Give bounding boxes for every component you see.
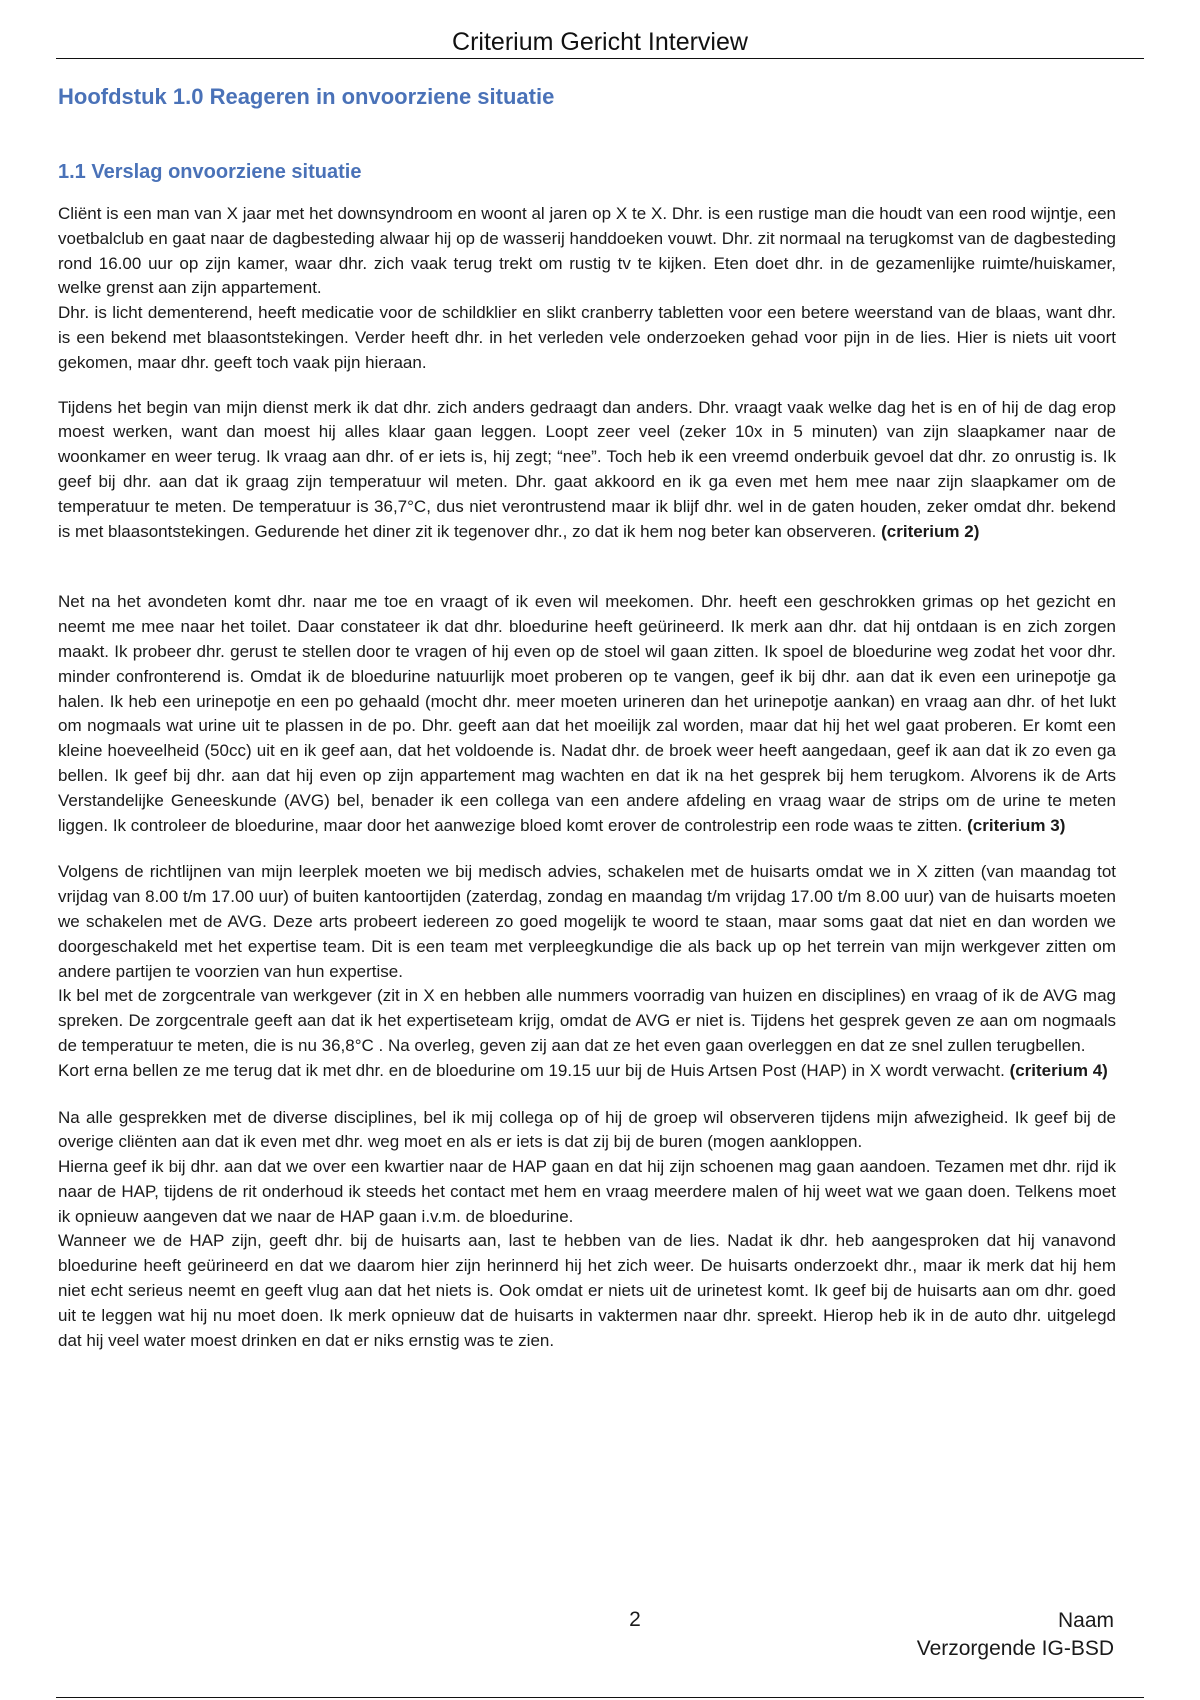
paragraph: Hierna geef ik bij dhr. aan dat we over een kwartier naar de HAP gaan en dat hij zijn schoenen mag gaan aandoen. Tezamen met dhr. rijd ik naar de HAP, tijdens de rit onderhoud ik steeds het contact met hem en vraag meerdere malen of hij weet wat we gaan doen. Telkens moet ik opnieuw aangeven dat we naar de HAP gaan i.v.m. de bloedurine. [58,1157,1116,1226]
paragraph: Dhr. is licht dementerend, heeft medicatie voor de schildklier en slikt cranberry tabletten voor een betere weerstand van de blaas, want dhr. is een bekend met blaasontstekingen. Verder heeft dhr. in het verleden vele onderzoeken gehad voor pijn in de lies. Hier is niets uit voort gekomen, maar dhr. geeft toch vaak pijn hieraan. [58,303,1116,372]
paragraph: Ik bel met de zorgcentrale van werkgever (zit in X en hebben alle nummers voorradig van huizen en disciplines) en vraag of ik de AVG mag spreken. De zorgcentrale geeft aan dat ik het expertiseteam krijg, omdat de AVG er niet is. Tijdens het gesprek geven ze aan om nogmaals de temperatuur te meten, die is nu 36,8°C . Na overleg, geven zij aan dat ze het even gaan overleggen en dat ze snel zullen terugbellen. [58,986,1116,1055]
footer-divider [56,1697,1144,1698]
document-body [58,82,1116,1353]
paragraph: Cliënt is een man van X jaar met het downsyndroom en woont al jaren op X te X. Dhr. is een rustige man die houdt van een rood wijntje, een voetbalclub en gaat naar de dagbesteding alwaar hij op de wasserij handdoeken vouwt. Dhr. zit normaal na terugkomst van de dagbesteding rond 16.00 uur op zijn kamer, waar dhr. zich vaak terug trekt om rustig tv te kijken. Eten doet dhr. in de gezamenlijke ruimte/huiskamer, welke grenst aan zijn appartement. [58,204,1116,298]
paragraph-text: Kort erna bellen ze me terug dat ik met dhr. en de bloedurine om 19.15 uur bij de Huis Artsen Post (HAP) in X wordt verwacht. [58,1060,1005,1080]
footer-name: Naam [1057,1609,1114,1632]
paragraph-text: Tijdens het begin van mijn dienst merk ik dat dhr. zich anders gedraagt dan anders. Dhr. vraagt vaak welke dag het is en of hij de dag erop moest werken, want dan moest hij alles klaar gaan leggen. Loopt zeer veel (zeker 10x in 5 minuten) van zijn slaapkamer naar de woonkamer en weer terug. Ik vraag aan dhr. of er iets is, hij zegt; “nee”. Toch heb ik een vreemd onderbuik gevoel dat dhr. zo onrustig is. Ik geef bij dhr. aan dat ik graag zijn temperatuur wil meten. Dhr. gaat akkoord en ik ga even met hem mee naar zijn slaapkamer om de temperatuur te meten. De temperatuur is 36,7°C, dus niet verontrustend maar ik blijf dhr. wel in de gaten houden, zeker omdat dhr. bekend is met blaasontstekingen. Gedurende het diner zit ik tegenover dhr., zo dat ik hem nog beter kan observeren. [58,397,1116,541]
chapter-title: Hoofdstuk 1.0 Reageren in onvoorziene situatie [58,84,555,109]
criterium-label: (criterium 3) [967,815,1066,835]
paragraph: Volgens de richtlijnen van mijn leerplek moeten we bij medisch advies, schakelen met de huisarts omdat we in X zitten (van maandag tot vrijdag van 8.00 t/m 17.00 uur) of buiten kantoortijden (zaterdag, zondag en maandag t/m vrijdag 17.00 t/m 8.00 uur) van de huisarts moeten we schakelen met de AVG. Deze arts probeert iedereen zo goed mogelijk te woord te staan, maar soms gaat dat niet en dan worden we doorgeschakeld met het expertise team. Dit is een team met verpleegkundige die als back up op het terrein van mijn werkgever zitten om andere partijen te voorzien van hun expertise. [58,862,1116,981]
criterium-label: (criterium 4) [1009,1060,1108,1080]
paragraph [58,590,1116,838]
paragraph: Wanneer we de HAP zijn, geeft dhr. bij de huisarts aan, last te hebben van de lies. Nadat ik dhr. heb aangesproken dat hij vanavond bloedurine heeft geürineerd en dat we daarom hier zijn herinnerd hij het zich weer. De huisarts onderzoekt dhr., maar ik merk dat hij hem niet echt serieus neemt en geeft vlug aan dat het niets is. Ook omdat er niets uit de urinetest komt. Ik geef bij de huisarts aan om dhr. goed uit te leggen wat hij nu moet doen. Ik merk opnieuw dat de huisarts in vaktermen naar dhr. spreekt. Hierop heb ik in de auto dhr. uitgelegd dat hij veel water moest drinken en dat er niks ernstig was te zien. [58,1231,1116,1350]
paragraph [58,1059,1116,1084]
page-header [56,28,1144,59]
paragraph: Na alle gesprekken met de diverse disciplines, bel ik mij collega op of hij de groep wil observeren tijdens mijn afwezigheid. Ik geef bij de overige cliënten aan dat ik even met dhr. weg moet en als er iets is dat zij bij de buren (mogen aankloppen. [58,1107,1116,1152]
header-title: Criterium Gericht Interview [452,28,748,56]
footer-author [917,1607,1114,1663]
section-title: 1.1 Verslag onvoorziene situatie [58,161,362,183]
footer-role: Verzorgende IG-BSD [916,1637,1114,1660]
page-number: 2 [629,1608,641,1631]
paragraph-text: Net na het avondeten komt dhr. naar me toe en vraagt of ik even wil meekomen. Dhr. heeft een geschrokken grimas op het gezicht en neemt me mee naar het toilet. Daar constateer ik dat dhr. bloedurine heeft geürineerd. Ik merk aan dhr. dat hij ontdaan is en zich zorgen maakt. Ik probeer dhr. gerust te stellen door te vragen of hij even op de stoel wil gaan zitten. Ik spoel de bloedurine weg zodat het voor dhr. minder confronterend is. Omdat ik de bloedurine natuurlijk moet proberen op te vangen, geef ik bij dhr. aan dat ik even een urinepotje ga halen. Ik heb een urinepotje en een po gehaald (mocht dhr. meer moeten urineren dan het urinepotje aankan) en vraag aan dhr. of het lukt om nogmaals wat urine uit te plassen in de po. Dhr. geeft aan dat het moeilijk zal worden, maar dat hij het wel gaat proberen. Er komt een kleine hoeveelheid (50cc) uit en ik geef aan, dat het voldoende is. Nadat dhr. de broek weer heeft aangedaan, geef ik aan dat ik zo even ga bellen. Ik geef bij dhr. aan dat hij even op zijn appartement mag wachten en dat ik na het gesprek bij hem terugkom. Alvorens ik de Arts Verstandelijke Geneeskunde (AVG) bel, benader ik een collega van een andere afdeling en vraag waar de strips om de urine te meten liggen. Ik controleer de bloedurine, maar door het aanwezige bloed komt erover de controlestrip een rode waas te zitten. [58,592,1116,835]
paragraph [58,396,1116,545]
criterium-label: (criterium 2) [881,521,980,541]
